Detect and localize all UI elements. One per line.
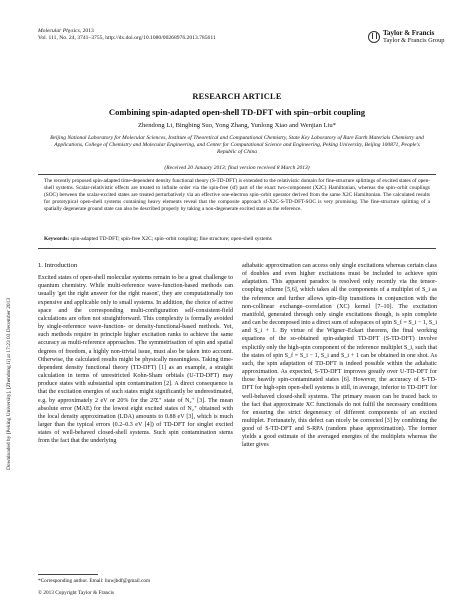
footnote: *Corresponding author. Email: liuwjbdf@gmail.com [38,578,151,584]
publisher-name: Taylor & Francis [383,29,435,37]
intro-paragraph-left: Excited states of open-shell molecular systems remain to be a great challenge to quantum chemistry. While multi-reference wave-function-based methods can usually 'get the right answer for the right reason', they are computationally too expensive and applicable only to small systems. In addition, the choice of active space and the corresponding multi-configuration self-consistent-field calculations are often not straightforward. This complexity is formally avoided by single-reference wave-function- or density-functional-based methods. Yet, such methods require in principle higher excitation ranks to achieve the same accuracy as multi-reference approaches. The symmetrisation of spin and spatial degrees of freedom, a highly non-trivial issue, must also be taken into account. Otherwise, the calculated results might be physically meaningless. Taking time-dependent density functional theory (TD-DFT) [1] as an example, a straight calculation in terms of unrestricted Kohn-Sham orbitals (U-TD-DFT) may produce states with substantial spin contamination [2]. A direct consequence is that the excitation energies of such states might significantly be underestimated, e.g. by approximately 2 eV or 20% for the 2²Σ⁺ state of N₂⁺ [3]. The mean absolute error (MAE) for the lowest eight excited states of N₂⁺ obtained with the local density approximation (LDA) amounts to 0.88 eV [3], which is much larger than the typical errors (0.2–0.3 eV [4]) of TD-DFT for singlet excited states of well-behaved closed-shell systems. Such spin contamination stems from the fact that the underlying [38,275,233,445]
keywords-label: Keywords: [44,236,70,242]
intro-paragraph-right: adiabatic approximation can access only single excitations whereas certain class of doubles and even higher excitations must be included to achieve spin adaptation. This apparent paradox is resolved only recently via the tensor-coupling scheme [5,6], which takes all the components of a multiplet of S_i as the reference and further allows spin–flip transitions in conjunction with the non-collinear exchange–correlation (XC) kernel [7–10]. The excitation manifold, generated through only single excitations though, is spin complete and can be decomposed into a direct sum of subspaces of spin S_f = S_i − 1, S_i and S_i + 1. By virtue of the Wigner–Eckart theorem, the final working equations of the so-obtained spin-adapted TD-DFT (S-TD-DFT) involve explicitly only the high-spin component of the reference multiplet S_i, such that the states of spin S_f = S_i − 1, S_i and S_i + 1 can be obtained in one shot. As such, the spin adaptation of TD-DFT is indeed possible within the adiabatic approximation. As expected, S-TD-DFT improves greatly over U-TD-DFT for those heavily spin-contaminated states [6]. However, the accuracy of S-TD-DFT for high-spin open-shell systems is still, in average, inferior to TD-DFT for well-behaved closed-shell systems. The primary reason can be traced back to the fact that approximate XC functionals do not fulfil the necessary conditions for ensuring the strict degeneracy of different components of an excited multiplet. Fortunately, this defect can nicely be corrected [3] by combining the good of S-TD-DFT and S-RPA (random phase approximation). The former yields a good estimate of the averaged energies of the multiplets whereas the latter gives [242,263,437,449]
article-type: RESEARCH ARTICLE [192,92,282,101]
keywords [44,236,430,242]
journal-citation[interactable]: Vol. 111, No. 24, 3741–3755, http://dx.doi.org/10.1080/00268976.2013.785611 [38,35,216,41]
footnote-rule [38,574,98,575]
received-dates: (Received 20 January 2013; final version received 8 March 2013) [164,165,310,171]
abstract-top-rule [38,174,436,175]
affiliation: Beijing National Laboratory for Molecular Sciences, Institute of Theoretical and Computational Chemistry, State Key Laboratory of Rare Earth Materials Chemistry and Applications, College of Chemistry and Molecular Engineering, and Center for Computational Science and Engineering, Peking University, Beijing 100871, People's Republic of China [50,135,424,155]
publisher-logo-icon [368,31,380,43]
journal-year: , 2013 [79,28,94,34]
right-column [242,262,437,450]
abstract: The recently proposed spin-adapted time-dependent density functional theory (S-TD-DFT) is extended to the relativistic domain for fine-structure splittings of excited states of open-shell systems. Scalar-relativistic effects are treated to infinite order via the spin-free (sf) part of the exact two-component (X2C) Hamiltonian, whereas the spin–orbit couplings (SOC) between the scalar-excited states are treated perturbatively via an effective one-electron spin–orbit operator derived from the same X2C Hamiltonian. The calculated results for prototypical open-shell systems containing heavy elements reveal that the composite approach sf-X2C-S-TD-DFT-SOC is very promising. The fine-structure splitting of a spatially degenerate ground state can also be described properly by taking a non-degenerate excited state as the reference. [44,178,430,212]
journal-header [38,28,216,42]
keywords-text: spin-adapted TD-DFT; spin-free X2C; spin–orbit coupling; fine structure; open-shell systems [70,236,272,242]
download-watermark: Downloaded by [Peking University], [Zhendong li] at 17:23 03 December 2013 [6,297,12,470]
paper-title: Combining spin-adapted open-shell TD-DFT with spin–orbit coupling [108,107,366,117]
publisher-logo [368,30,445,44]
publisher-group: Taylor & Francis Group [383,37,445,44]
left-column [38,262,233,445]
author-list: Zhendong Li, Bingbing Suo, Yong Zhang, Yunlong Xiao and Wenjian Liu* [137,122,336,129]
section-heading: 1. Introduction [38,262,78,269]
journal-name: Molecular Physics [38,28,80,34]
abstract-bottom-rule [38,248,436,249]
copyright: © 2013 Copyright Taylor & Francis [38,590,115,596]
